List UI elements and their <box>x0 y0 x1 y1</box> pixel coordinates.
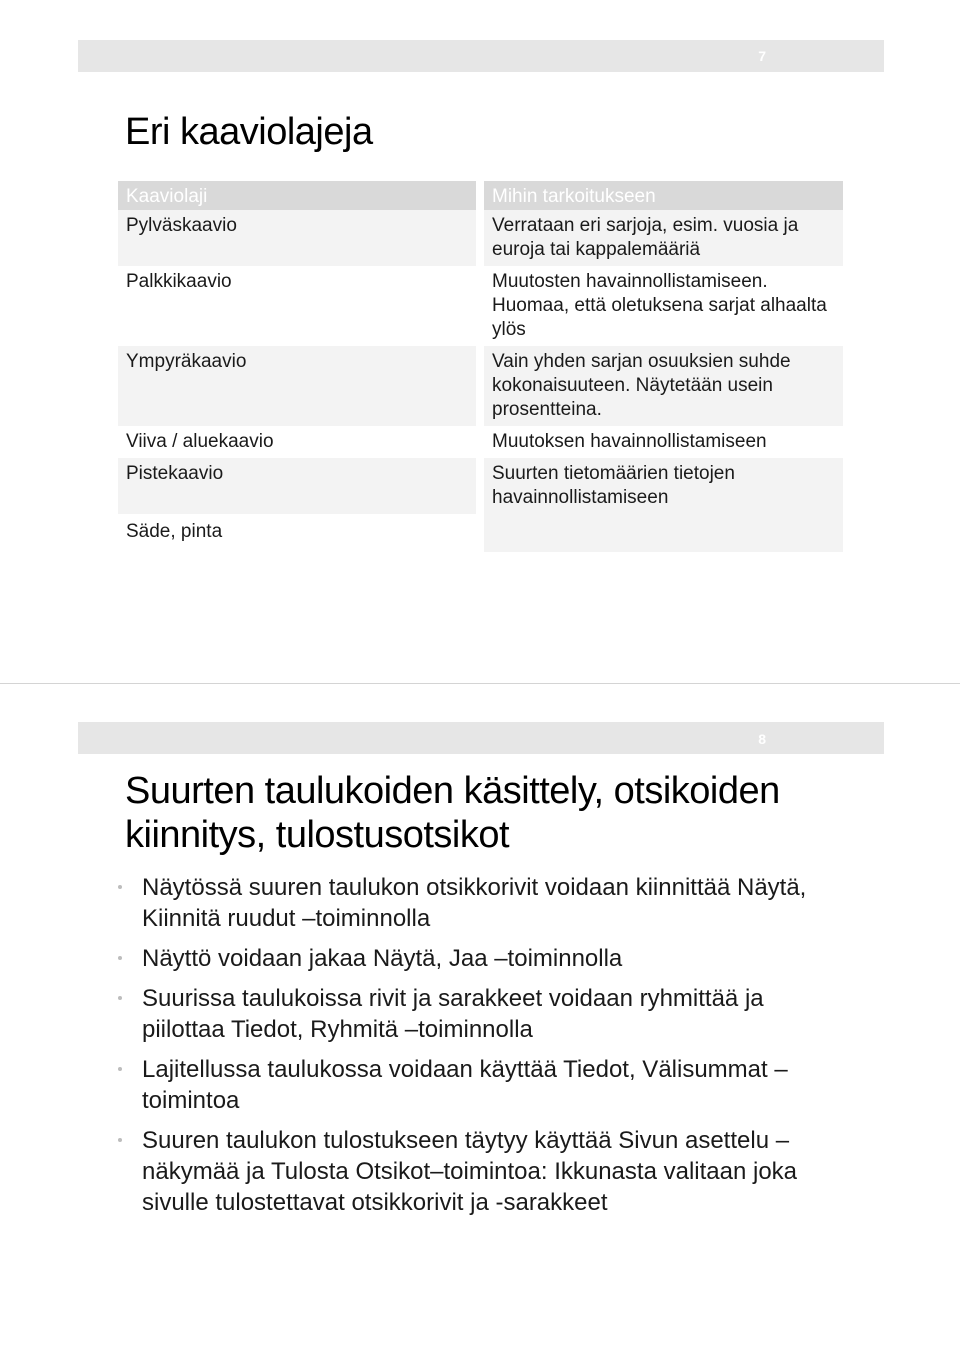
cell-chart-type: Ympyräkaavio <box>118 346 476 426</box>
cell-purpose: Muutosten havainnollistamiseen. Huomaa, että oletuksena sarjat alhaalta ylös <box>484 266 843 346</box>
table-row <box>118 458 843 514</box>
slide-number: 7 <box>758 48 766 64</box>
bullet-text: Näyttö voidaan jakaa Näytä, Jaa –toiminnolla <box>142 945 623 972</box>
slide-title: Eri kaaviolajeja <box>125 111 373 153</box>
table-row <box>118 426 843 458</box>
chart-types-table <box>118 181 843 552</box>
slide-8 <box>0 684 960 1367</box>
bullet-icon <box>118 885 122 889</box>
list-item <box>110 943 850 974</box>
bullet-text: Lajitellussa taulukossa voidaan käyttää Tiedot, Välisummat – toimintoa <box>142 1056 788 1114</box>
table-row <box>118 346 843 426</box>
bullet-icon <box>118 956 122 960</box>
bullet-icon <box>118 996 122 1000</box>
table-row <box>118 266 843 346</box>
list-item <box>110 872 850 934</box>
header-chart-type: Kaaviolaji <box>118 181 476 210</box>
cell-chart-type: Palkkikaavio <box>118 266 476 346</box>
table-header-row <box>118 181 843 210</box>
bullet-list <box>110 872 850 1227</box>
cell-purpose: Verrataan eri sarjoja, esim. vuosia ja euroja tai kappalemääriä <box>484 210 843 266</box>
slide-number: 8 <box>758 731 766 747</box>
bullet-icon <box>118 1138 122 1142</box>
table-row <box>118 210 843 266</box>
cell-purpose: Vain yhden sarjan osuuksien suhde kokonaisuuteen. Näytetään usein prosentteina. <box>484 346 843 426</box>
cell-chart-type: Pylväskaavio <box>118 210 476 266</box>
bullet-icon <box>118 1067 122 1071</box>
list-item <box>110 1125 850 1218</box>
bullet-text: Näytössä suuren taulukon otsikkorivit voidaan kiinnittää Näytä, Kiinnitä ruudut –toiminnolla <box>142 874 807 932</box>
cell-purpose: Muutoksen havainnollistamiseen <box>484 426 843 458</box>
bullet-text: Suurissa taulukoissa rivit ja sarakkeet voidaan ryhmittää ja piilottaa Tiedot, Ryhmitä –toiminnolla <box>142 985 764 1043</box>
list-item <box>110 983 850 1045</box>
list-item <box>110 1054 850 1116</box>
cell-purpose <box>484 514 843 552</box>
table-row <box>118 514 843 552</box>
cell-chart-type: Pistekaavio <box>118 458 476 514</box>
slide-number-bar <box>78 722 884 754</box>
cell-chart-type: Säde, pinta <box>118 514 476 552</box>
slide-title: Suurten taulukoiden käsittely, otsikoiden kiinnitys, tulostusotsikot <box>125 770 780 856</box>
bullet-text: Suuren taulukon tulostukseen täytyy käyttää Sivun asettelu –näkymää ja Tulosta Otsikot–toimintoa: Ikkunasta valitaan joka sivulle tulostettavat otsikkorivit ja -sarakkeet <box>142 1127 798 1216</box>
header-purpose: Mihin tarkoitukseen <box>484 181 843 210</box>
cell-purpose: Suurten tietomäärien tietojen havainnollistamiseen <box>484 458 843 514</box>
cell-chart-type: Viiva / aluekaavio <box>118 426 476 458</box>
slide-number-bar <box>78 40 884 72</box>
